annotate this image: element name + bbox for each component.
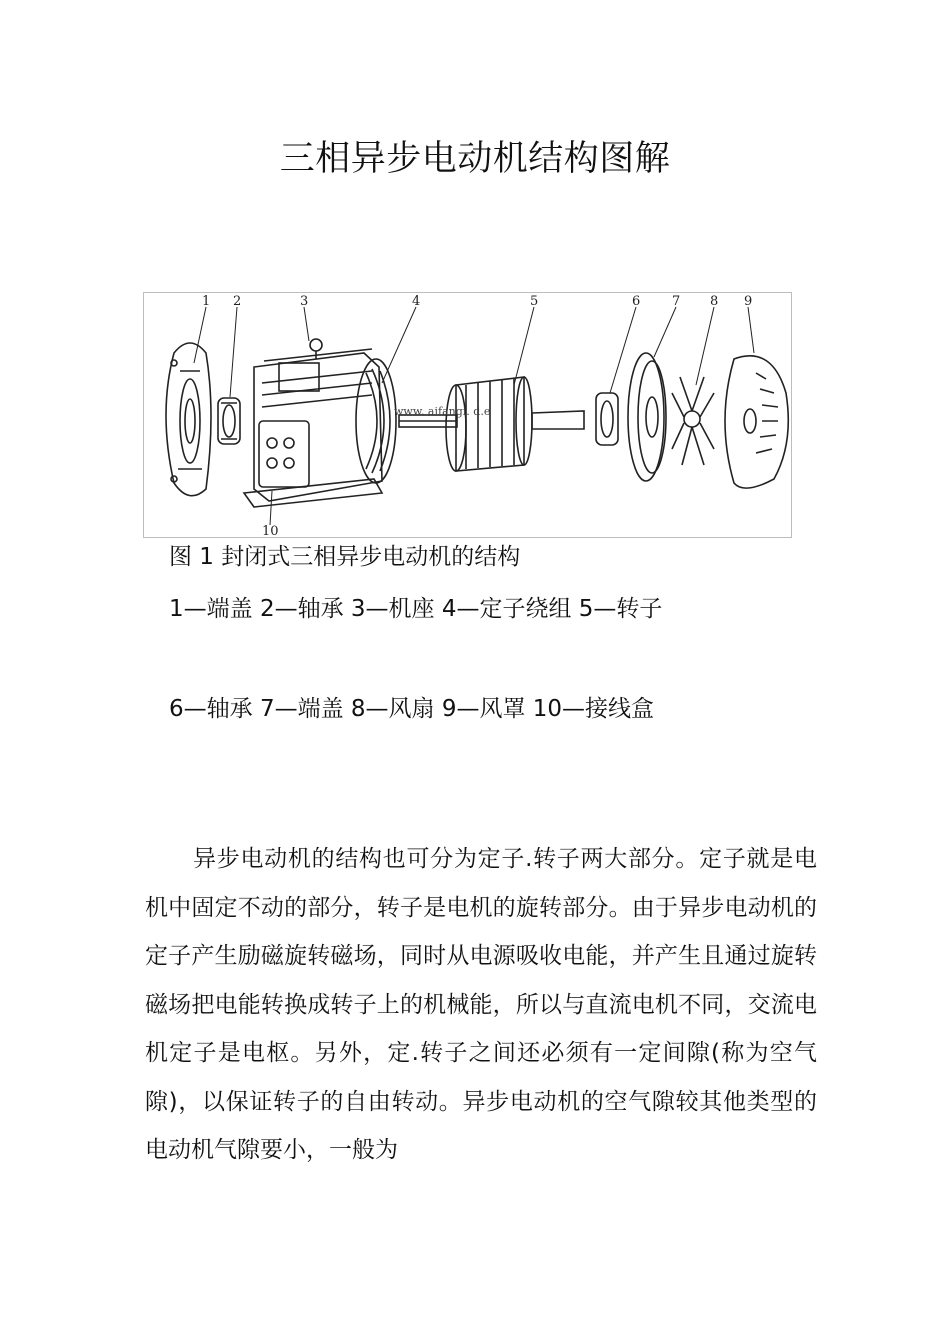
part-number-6: 6	[632, 294, 641, 309]
stator-winding	[356, 359, 396, 483]
part-number-9: 9	[744, 294, 753, 309]
rotor	[399, 377, 584, 471]
bearing-front	[218, 398, 240, 444]
end-cover-front	[166, 343, 211, 496]
motor-line-drawing	[144, 293, 791, 537]
figure-legend-line-2: 6—轴承 7—端盖 8—风扇 9—风罩 10—接线盒	[169, 696, 655, 722]
part-number-7: 7	[672, 294, 681, 309]
figure-legend-line-1: 1—端盖 2—轴承 3—机座 4—定子绕组 5—转子	[169, 596, 663, 622]
part-number-10: 10	[262, 524, 279, 537]
figure-watermark: www. aifangi. d.e	[394, 405, 491, 418]
part-number-5: 5	[530, 294, 539, 309]
motor-exploded-diagram	[143, 292, 792, 538]
motor-frame	[244, 339, 382, 507]
part-number-3: 3	[300, 294, 309, 309]
part-number-4: 4	[412, 294, 421, 309]
part-number-1: 1	[202, 294, 211, 309]
figure-caption: 图 1 封闭式三相异步电动机的结构	[169, 544, 521, 570]
body-section	[145, 835, 817, 1175]
part-number-8: 8	[710, 294, 719, 309]
part-number-2: 2	[233, 294, 242, 309]
body-paragraph: 异步电动机的结构也可分为定子.转子两大部分。定子就是电机中固定不动的部分，转子是电机的旋转部分。由于异步电动机的定子产生励磁旋转磁场，同时从电源吸收电能，并产生且通过旋转磁场把电能转换成转子上的机械能，所以与直流电机不同，交流电机定子是电枢。另外，定.转子之间还必须有一定间隙(称为空气隙)，以保证转子的自由转动。异步电动机的空气隙较其他类型的电动机气隙要小，一般为	[145, 846, 817, 1163]
end-cover-rear	[628, 353, 666, 481]
cooling-fan	[672, 377, 714, 465]
page-title: 三相异步电动机结构图解	[279, 139, 671, 180]
bearing-rear	[596, 393, 618, 445]
fan-cover	[725, 356, 788, 488]
